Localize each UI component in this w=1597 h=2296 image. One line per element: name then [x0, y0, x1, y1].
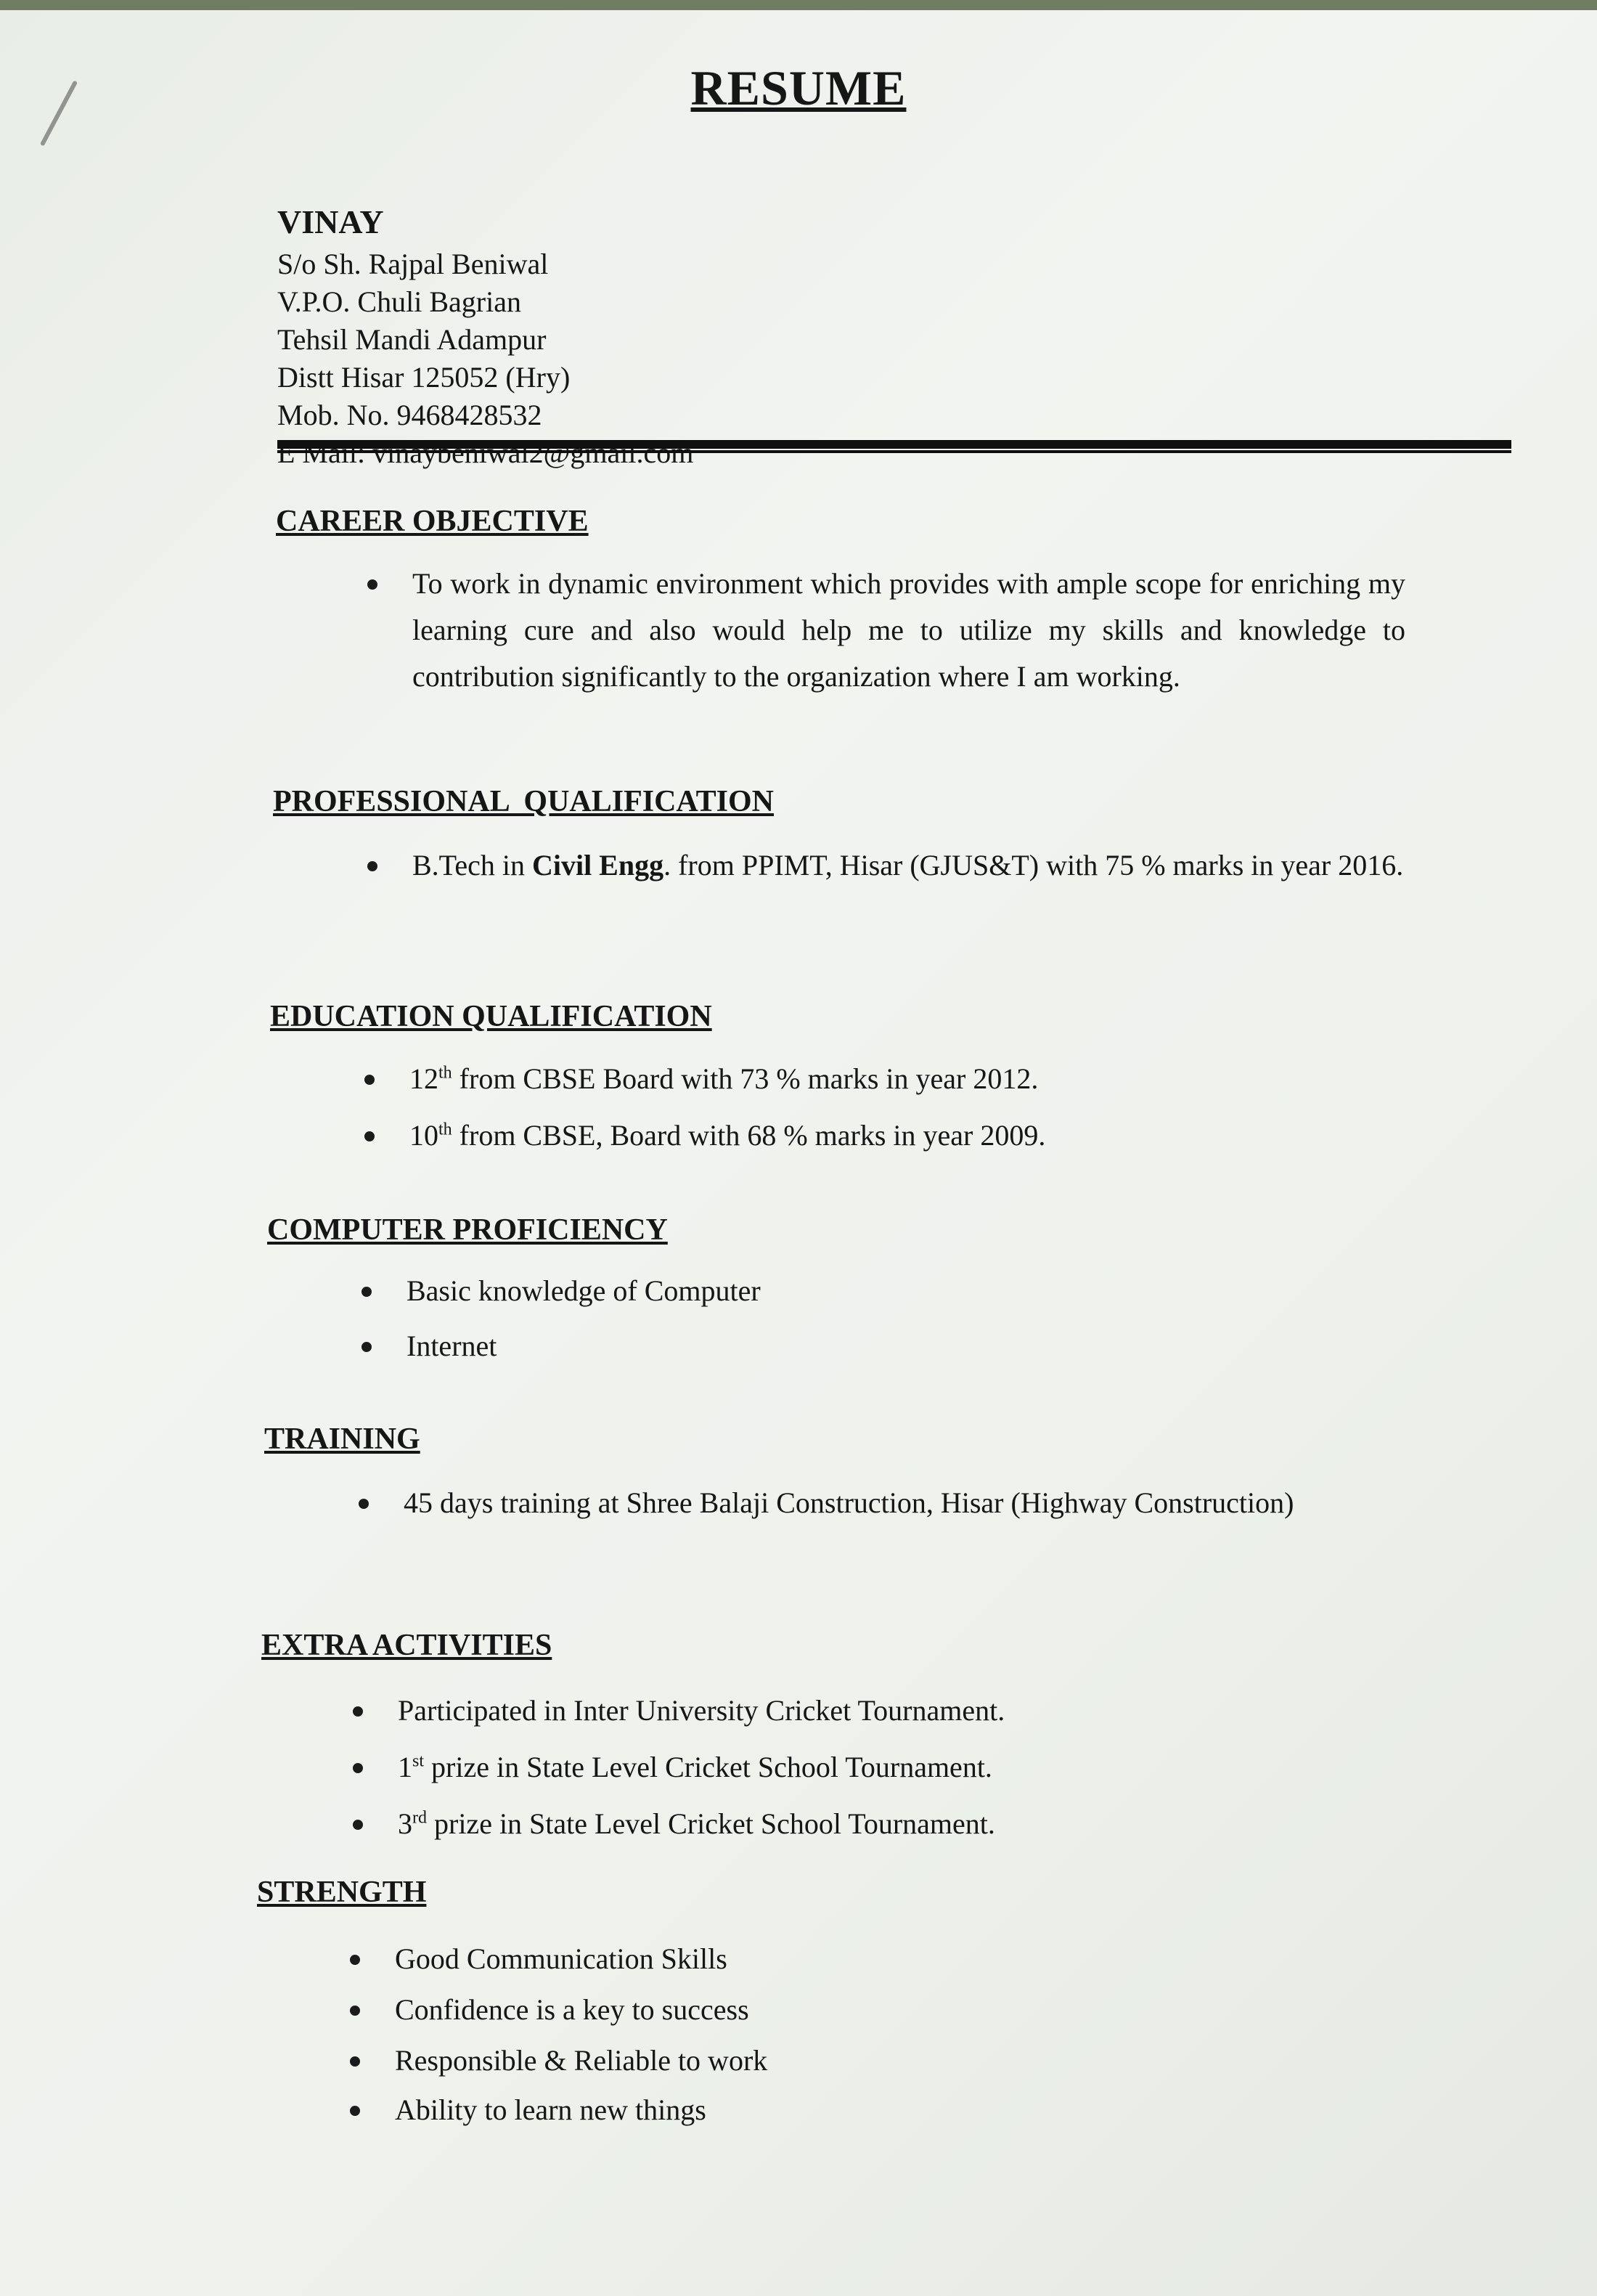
prize-number: 3 [398, 1807, 412, 1840]
education-detail: from CBSE Board with 73 % marks in year 2012. [452, 1062, 1039, 1095]
section-heading: CAREER OBJECTIVE [276, 505, 589, 538]
qualification-prefix: B.Tech in [412, 849, 532, 882]
district-line: Distt Hisar 125052 (Hry) [277, 361, 571, 394]
ordinal-suffix: st [412, 1751, 425, 1771]
list-item [364, 1056, 1417, 1102]
section-heading: PROFESSIONAL QUALIFICATION [273, 785, 775, 818]
list-item [350, 2038, 1402, 2084]
training-text: 45 days training at Shree Balaji Construction, Hisar (Highway Construction) [404, 1486, 1294, 1519]
bullet-icon [353, 1763, 363, 1773]
activity-text [398, 1801, 995, 1847]
bullet-icon [350, 2056, 360, 2067]
applicant-name: VINAY [277, 203, 384, 240]
bullet-icon [362, 1342, 372, 1352]
bullet-icon [364, 1131, 375, 1141]
education-text [409, 1056, 1038, 1102]
list-item [350, 1987, 1402, 2033]
objective-text: To work in dynamic environment which provides with ample scope for enriching my learning cure and also would help me to utilize my skills and knowledge to contribution significantly to the organization where I am working. [412, 567, 1405, 693]
list-item [364, 1112, 1417, 1159]
section-heading: COMPUTER PROFICIENCY [267, 1213, 668, 1247]
prize-detail: prize in State Level Cricket School Tournament. [424, 1751, 992, 1783]
list-item [367, 842, 1405, 896]
strength-text: Good Communication Skills [395, 1942, 727, 1975]
bullet-icon [362, 1287, 372, 1297]
tehsil-line: Tehsil Mandi Adampur [277, 323, 547, 356]
bullet-icon [353, 1820, 363, 1830]
list-item [353, 1688, 1405, 1734]
bullet-icon [350, 2106, 360, 2116]
list-item [367, 561, 1405, 700]
contact-header [277, 202, 1511, 472]
bullet-icon [350, 1955, 360, 1965]
list-item [362, 1323, 1414, 1369]
ordinal-suffix: rd [412, 1808, 427, 1828]
education-detail: from CBSE, Board with 68 % marks in year 2009. [452, 1119, 1046, 1152]
section-heading: TRAINING [264, 1422, 420, 1456]
qualification-degree: Civil Engg [531, 849, 664, 882]
bullet-icon [359, 1499, 369, 1509]
prize-number: 1 [398, 1751, 412, 1783]
resume-title: RESUME [690, 60, 907, 115]
bullet-icon [367, 579, 377, 590]
strength-text: Ability to learn new things [395, 2093, 706, 2126]
bullet-icon [350, 2006, 360, 2016]
parent-name-line: S/o Sh. Rajpal Beniwal [277, 248, 549, 280]
section-heading: STRENGTH [257, 1876, 427, 1909]
list-item [350, 2087, 1402, 2133]
mobile-line: Mob. No. 9468428532 [277, 399, 542, 431]
section-heading: EDUCATION QUALIFICATION [270, 1000, 712, 1033]
qualification-text [412, 835, 1403, 896]
list-item [353, 1801, 1405, 1847]
qualification-suffix: . from PPIMT, Hisar (GJUS&T) with 75 % marks in year 2016. [663, 849, 1404, 882]
list-item [350, 1936, 1402, 1982]
class-number: 12 [409, 1062, 438, 1095]
bullet-icon [353, 1706, 363, 1717]
bullet-icon [367, 861, 377, 871]
ordinal-suffix: th [438, 1063, 452, 1083]
class-number: 10 [409, 1119, 438, 1152]
prize-detail: prize in State Level Cricket School Tournament. [427, 1807, 995, 1840]
email-line: E Mail: vinaybeniwal2@gmail.com [277, 436, 694, 469]
list-item [353, 1744, 1405, 1791]
strength-text: Responsible & Reliable to work [395, 2044, 768, 2077]
list-item [362, 1268, 1414, 1314]
section-heading: EXTRA ACTIVITIES [261, 1629, 552, 1662]
ordinal-suffix: th [438, 1120, 452, 1139]
village-line: V.P.O. Chuli Bagrian [277, 285, 521, 318]
resume-page [0, 10, 1597, 2296]
header-divider [277, 440, 1511, 453]
list-item [359, 1480, 1404, 1531]
activity-text [398, 1744, 992, 1791]
skill-text: Basic knowledge of Computer [407, 1274, 761, 1307]
activity-text: Participated in Inter University Cricket Tournament. [398, 1694, 1005, 1727]
education-text [409, 1112, 1045, 1159]
skill-text: Internet [407, 1330, 497, 1362]
strength-text: Confidence is a key to success [395, 1993, 749, 2026]
bullet-icon [364, 1075, 375, 1085]
